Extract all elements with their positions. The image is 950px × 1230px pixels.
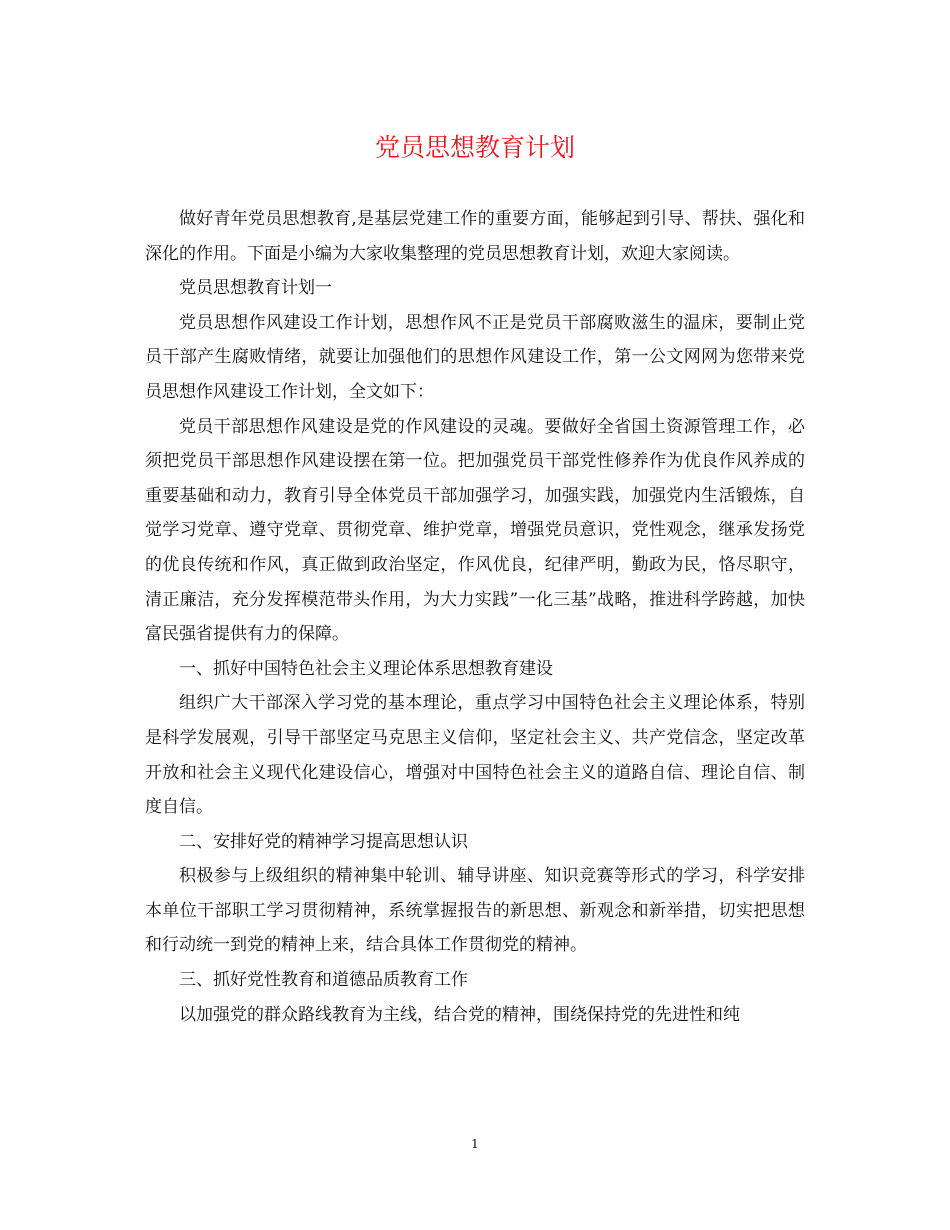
intro-paragraph: 做好青年党员思想教育,是基层党建工作的重要方面，能够起到引导、帮扶、强化和深化的作用。下面是小编为大家收集整理的党员思想教育计划，欢迎大家阅读。 <box>145 209 805 264</box>
document-title: 党员思想教育计划 <box>374 133 575 162</box>
body-paragraph: 组织广大干部深入学习党的基本理论，重点学习中国特色社会主义理论体系，特别是科学发展观，引导干部坚定马克思主义信仰，坚定社会主义、共产党信念，坚定改革开放和社会主义现代化建设信心，增强对中国特色社会主义的道路自信、理论自信、制度自信。 <box>145 693 805 818</box>
plan-one-heading: 党员思想教育计划一 <box>179 278 332 299</box>
section-heading-2: 二、安排好党的精神学习提高思想认识 <box>179 831 468 852</box>
page-number: 1 <box>471 1137 479 1151</box>
section-heading-1: 一、抓好中国特色社会主义理论体系思想教育建设 <box>179 658 553 679</box>
body-paragraph: 党员思想作风建设工作计划，思想作风不正是党员干部腐败滋生的温床，要制止党员干部产生腐败情绪，就要让加强他们的思想作风建设工作，第一公文网网为您带来党员思想作风建设工作计划，全文如下： <box>145 312 805 402</box>
section-heading-3: 三、抓好党性教育和道德品质教育工作 <box>179 970 468 991</box>
body-paragraph: 积极参与上级组织的精神集中轮训、辅导讲座、知识竞赛等形式的学习，科学安排本单位干部职工学习贯彻精神，系统掌握报告的新思想、新观念和新举措，切实把思想和行动统一到党的精神上来，结合具体工作贯彻党的精神。 <box>145 866 805 956</box>
body-paragraph: 党员干部思想作风建设是党的作风建设的灵魂。要做好全省国土资源管理工作，必须把党员干部思想作风建设摆在第一位。把加强党员干部党性修养作为优良作风养成的重要基础和动力，教育引导全体党员干部加强学习，加强实践，加强党内生活锻炼，自觉学习党章、遵守党章、贯彻党章、维护党章，增强党员意识，党性观念，继承发扬党的优良传统和作风，真正做到政治坚定，作风优良，纪律严明，勤政为民，恪尽职守，清正廉洁，充分发挥模范带头作用，为大力实践”一化三基”战略，推进科学跨越，加快富民强省提供有力的保障。 <box>145 416 805 645</box>
body-paragraph: 以加强党的群众路线教育为主线，结合党的精神，围绕保持党的先进性和纯 <box>179 1004 740 1025</box>
document-body <box>145 202 805 1032</box>
